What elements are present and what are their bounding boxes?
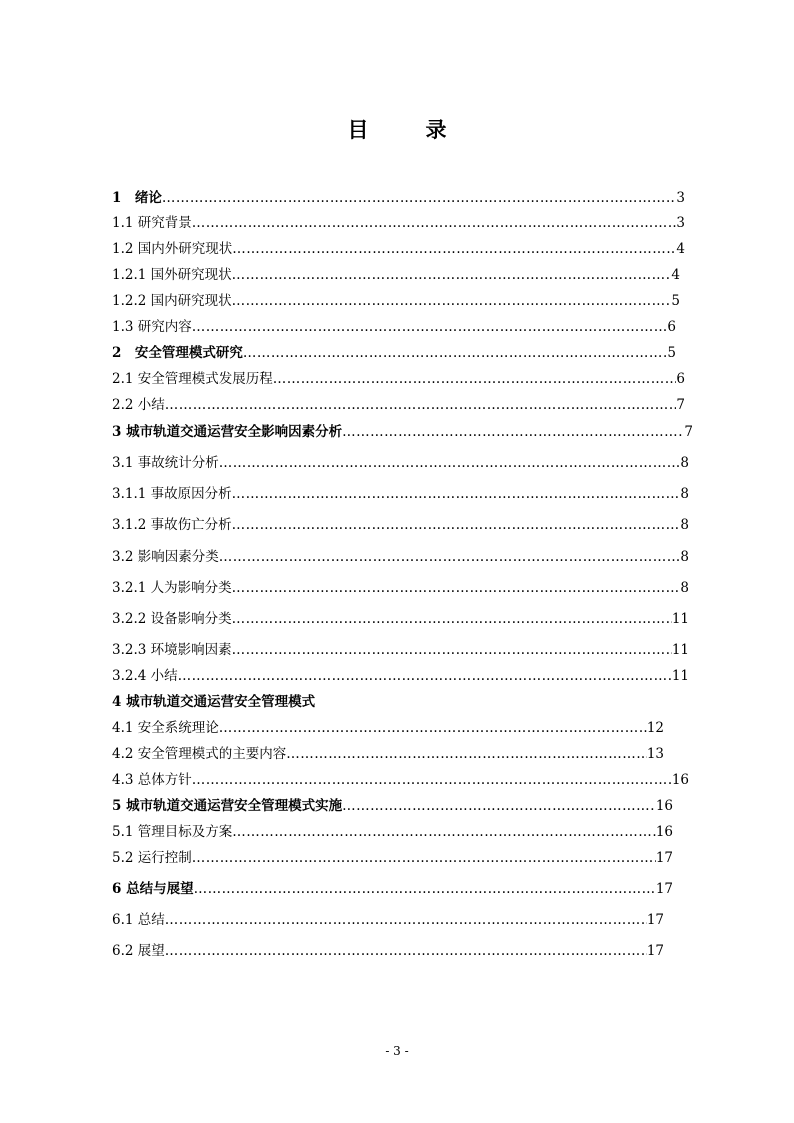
- toc-leader-dots: [273, 370, 677, 388]
- toc-leader-dots: [232, 266, 672, 284]
- toc-leader-dots: [165, 942, 647, 960]
- toc-entry[interactable]: [112, 610, 689, 628]
- toc-leader-dots: [232, 641, 672, 659]
- toc-entry-page: 16: [671, 772, 689, 788]
- toc-entry-label: 6.1 总结: [112, 912, 165, 928]
- toc-entry[interactable]: [112, 823, 673, 841]
- toc-entry-label: 3.2 影响因素分类: [112, 549, 219, 565]
- toc-entry-label: 1 绪论: [112, 190, 162, 206]
- toc-entry-label: 3.1 事故统计分析: [112, 455, 219, 471]
- toc-entry[interactable]: [112, 214, 685, 232]
- toc-entry[interactable]: [112, 719, 664, 737]
- toc-entry[interactable]: [112, 771, 689, 789]
- toc-entry-label: 1.2 国内外研究现状: [112, 241, 233, 257]
- toc-leader-dots: [342, 423, 684, 441]
- toc-entry-page: 17: [655, 850, 673, 866]
- toc-entry[interactable]: [112, 880, 673, 898]
- toc-leader-dots: [178, 667, 672, 685]
- toc-leader-dots: [286, 745, 647, 763]
- toc-entry-page: 11: [671, 642, 689, 658]
- toc-entry-page: 8: [680, 486, 689, 502]
- toc-entry[interactable]: [112, 240, 685, 258]
- toc-entry-label: 5.2 运行控制: [112, 850, 192, 866]
- toc-entry[interactable]: [112, 942, 664, 960]
- toc-entry-page: 17: [646, 912, 664, 928]
- toc-entry-label: 4.2 安全管理模式的主要内容: [112, 746, 287, 762]
- toc-entry-page: 13: [646, 746, 664, 762]
- toc-entry-label: 3.1.1 事故原因分析: [112, 486, 232, 502]
- toc-entry[interactable]: [112, 423, 693, 441]
- toc-entry[interactable]: [112, 189, 685, 207]
- toc-entry-page: 12: [646, 720, 664, 736]
- toc-entry-label: 6.2 展望: [112, 943, 165, 959]
- toc-entry[interactable]: [112, 745, 664, 763]
- toc-entry-page: 6: [667, 319, 676, 335]
- toc-entry[interactable]: [112, 579, 689, 597]
- toc-entry-page: 4: [676, 241, 685, 257]
- toc-leader-dots: [232, 579, 681, 597]
- toc-leader-dots: [165, 396, 677, 414]
- toc-entry[interactable]: [112, 370, 685, 388]
- toc-entry-page: 7: [676, 397, 685, 413]
- toc-entry[interactable]: [112, 548, 689, 566]
- toc-entry-label: 3.1.2 事故伤亡分析: [112, 517, 232, 533]
- toc-entry-page: 5: [667, 345, 676, 361]
- toc-entry-label: 1.3 研究内容: [112, 319, 192, 335]
- toc-entry-label: 3.2.4 小结: [112, 668, 178, 684]
- toc-entry-page: 17: [646, 943, 664, 959]
- toc-entry-label: 2 安全管理模式研究: [112, 345, 243, 361]
- toc-entry-label: 4.1 安全系统理论: [112, 720, 219, 736]
- toc-entry-page: 4: [671, 267, 680, 283]
- toc-entry-label: 3.2.2 设备影响分类: [112, 611, 232, 627]
- toc-entry-page: 17: [655, 881, 673, 897]
- toc-leader-dots: [192, 849, 656, 867]
- toc-entry[interactable]: [112, 693, 689, 711]
- toc-leader-dots: [232, 610, 672, 628]
- toc-entry-page: 16: [655, 798, 673, 814]
- toc-entry-label: 3 城市轨道交通运营安全影响因素分析: [112, 424, 343, 440]
- toc-leader-dots: [219, 719, 647, 737]
- toc-entry[interactable]: [112, 911, 664, 929]
- toc-entry-page: 8: [680, 549, 689, 565]
- toc-leader-dots: [219, 454, 681, 472]
- page-number: - 3 -: [385, 1044, 409, 1058]
- toc-entry[interactable]: [112, 344, 676, 362]
- toc-entry-page: 11: [671, 668, 689, 684]
- toc-entry[interactable]: [112, 396, 685, 414]
- toc-entry-label: 4 城市轨道交通运营安全管理模式: [112, 694, 316, 710]
- toc-entry-label: 1.2.1 国外研究现状: [112, 267, 232, 283]
- toc-leader-dots: [219, 548, 681, 566]
- toc-entry[interactable]: [112, 292, 680, 310]
- toc-entry-page: 3: [676, 215, 685, 231]
- toc-entry[interactable]: [112, 454, 689, 472]
- toc-entry-label: 4.3 总体方针: [112, 772, 192, 788]
- toc-entry-label: 2.2 小结: [112, 397, 165, 413]
- toc-entry-page: 8: [680, 455, 689, 471]
- toc-entry-label: 5.1 管理目标及方案: [112, 824, 233, 840]
- toc-leader-dots: [194, 880, 656, 898]
- toc-entry-label: 5 城市轨道交通运营安全管理模式实施: [112, 798, 343, 814]
- toc-entry-label: 6 总结与展望: [112, 881, 194, 897]
- toc-leader-dots: [232, 516, 681, 534]
- toc-leader-dots: [243, 344, 668, 362]
- toc-entry[interactable]: [112, 667, 689, 685]
- toc-leader-dots: [192, 318, 668, 336]
- toc-leader-dots: [232, 240, 676, 258]
- toc-entry[interactable]: [112, 516, 689, 534]
- toc-entry[interactable]: [112, 849, 673, 867]
- toc-entry-label: 2.1 安全管理模式发展历程: [112, 371, 273, 387]
- toc-leader-dots: [342, 797, 656, 815]
- toc-leader-dots: [165, 911, 647, 929]
- toc-leader-dots: [232, 485, 681, 503]
- toc-leader-dots: [192, 771, 672, 789]
- toc-entry-page: 6: [676, 371, 685, 387]
- toc-entry[interactable]: [112, 266, 680, 284]
- toc-entry-page: 3: [676, 190, 685, 206]
- toc-entry-page: 8: [680, 517, 689, 533]
- toc-entry-label: 3.2.1 人为影响分类: [112, 580, 232, 596]
- toc-entry-label: 1.2.2 国内研究现状: [112, 293, 232, 309]
- toc-leader-dots: [192, 214, 677, 232]
- toc-entry[interactable]: [112, 485, 689, 503]
- toc-leader-dots: [232, 292, 672, 310]
- toc-entry-page: 11: [671, 611, 689, 627]
- toc-entry-page: 8: [680, 580, 689, 596]
- toc-entry[interactable]: [112, 318, 676, 336]
- toc-leader-dots: [162, 189, 677, 207]
- toc-entry-page: 16: [655, 824, 673, 840]
- toc-entry[interactable]: [112, 641, 689, 659]
- toc-entry-label: 1.1 研究背景: [112, 215, 192, 231]
- toc-entry-page: 7: [684, 424, 693, 440]
- toc-leader-dots: [232, 823, 656, 841]
- toc-entry-page: 5: [671, 293, 680, 309]
- toc-entry[interactable]: [112, 797, 673, 815]
- toc-title: 目 录: [347, 117, 465, 142]
- toc-entry-label: 3.2.3 环境影响因素: [112, 642, 232, 658]
